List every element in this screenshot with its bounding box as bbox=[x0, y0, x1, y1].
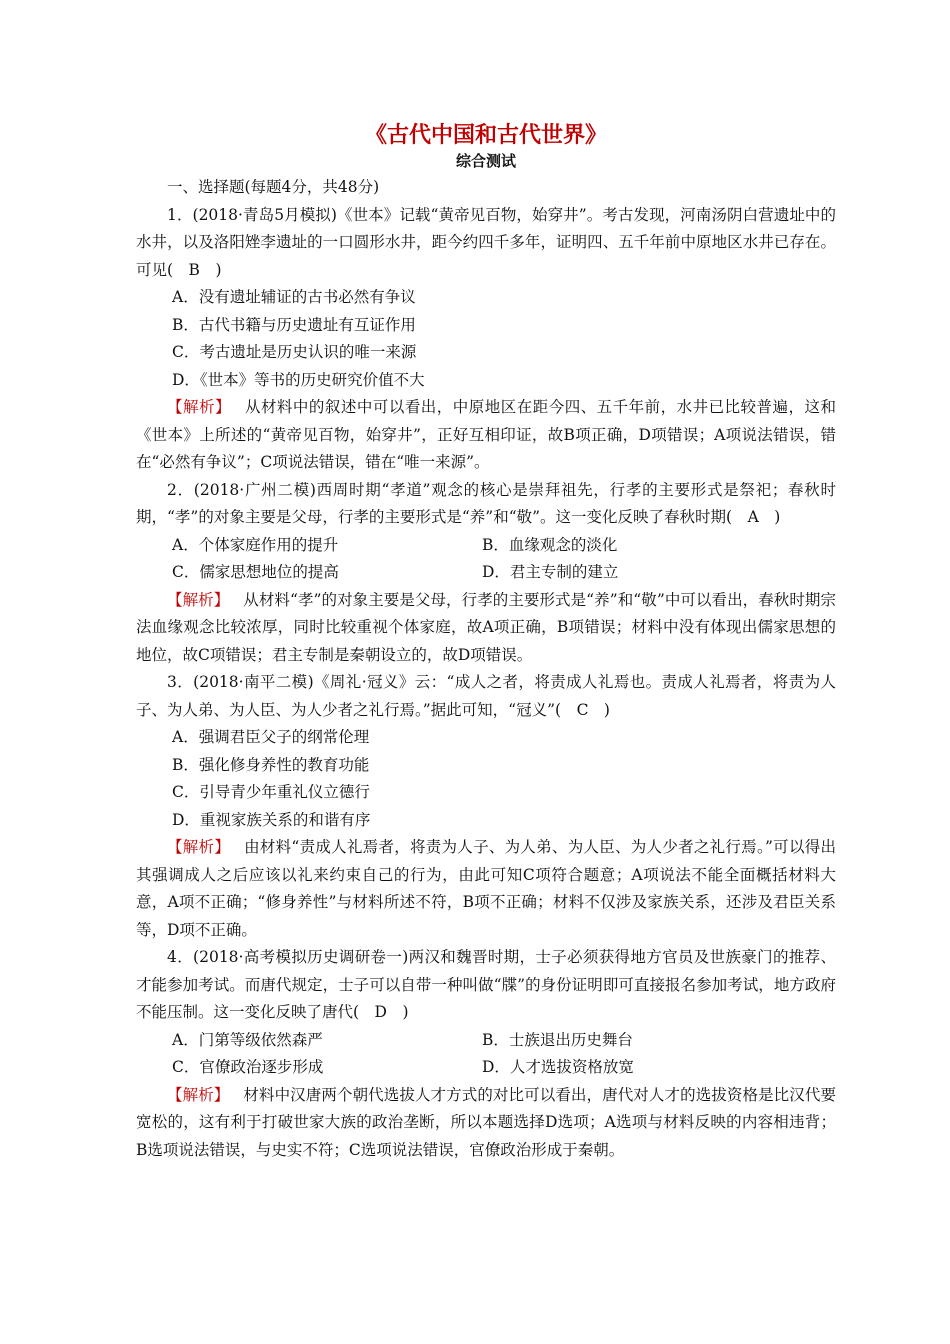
question-1-stem: 1．(2018·青岛5月模拟)《世本》记载“黄帝见百物，始穿井”。考古发现，河南汤阴白营遗址中的水井，以及洛阳矬李遗址的一口圆形水井，距今约四千多年，证明四、五千年前中原地区水井已存在。可见( B ) bbox=[136, 205, 836, 279]
question-3-stem: 3．(2018·南平二模)《周礼·冠义》云：“成人之者，将责成人礼焉也。责成人礼焉者，将责为人子、为人弟、为人臣、为人少者之礼行焉。”据此可知，“冠义”( C ) bbox=[136, 673, 836, 719]
question-2-options-row-2 bbox=[136, 559, 836, 587]
question-4-option-b: B．士族退出历史舞台 bbox=[482, 1030, 633, 1049]
question-4-option-d: D．人才选拔资格放宽 bbox=[482, 1058, 634, 1076]
document-subtitle: 综合测试 bbox=[455, 152, 516, 170]
question-4-options-row-1 bbox=[136, 1027, 836, 1055]
question-2-option-c: C．儒家思想地位的提高 bbox=[172, 563, 339, 581]
question-1-analysis bbox=[136, 394, 836, 477]
question-3-option-d: D．重视家族关系的和谐有序 bbox=[172, 810, 371, 829]
analysis-tag: 【解析】 bbox=[167, 838, 231, 856]
document-title: 《古代中国和古代世界》 bbox=[364, 122, 607, 148]
question-4-option-c: C．官僚政治逐步形成 bbox=[172, 1058, 324, 1076]
question-4-options-row-2 bbox=[136, 1054, 836, 1082]
question-4-analysis bbox=[136, 1082, 836, 1165]
question-3-analysis bbox=[136, 834, 836, 944]
question-1-option-b: B．古代书籍与历史遗址有互证作用 bbox=[172, 315, 416, 334]
question-2-analysis bbox=[136, 587, 836, 670]
question-4-option-a: A．门第等级依然森严 bbox=[172, 1030, 323, 1049]
question-2-option-d: D．君主专制的建立 bbox=[482, 563, 619, 581]
analysis-text: 从材料中的叙述中可以看出，中原地区在距今四、五千年前，水井已比较普遍，这和《世本》上所述的“黄帝见百物，始穿井”，正好互相印证，故B项正确，D项错误；A项说法错误，错在“必然有争议”；C项说法错误，错在“唯一来源”。 bbox=[136, 398, 836, 471]
question-3-option-c: C．引导青少年重礼仪立德行 bbox=[172, 783, 370, 801]
question-1-option-c: C．考古遗址是历史认识的唯一来源 bbox=[172, 343, 417, 361]
question-2-option-b: B．血缘观念的淡化 bbox=[482, 535, 618, 554]
question-3-option-a: A．强调君臣父子的纲常伦理 bbox=[172, 728, 370, 746]
question-2-options-row-1 bbox=[136, 532, 836, 560]
question-3-option-b: B．强化修身养性的教育功能 bbox=[172, 755, 370, 774]
question-1-option-d: D．《世本》等书的历史研究价值不大 bbox=[172, 370, 425, 389]
section-heading: 一、选择题(每题4分，共48分) bbox=[167, 178, 380, 196]
document-page bbox=[136, 120, 836, 1164]
analysis-tag: 【解析】 bbox=[167, 398, 231, 416]
question-2-option-a: A．个体家庭作用的提升 bbox=[172, 535, 339, 554]
question-1-option-a: A．没有遗址辅证的古书必然有争议 bbox=[172, 288, 416, 306]
analysis-text: 由材料“责成人礼焉者，将责为人子、为人弟、为人臣、为人少者之礼行焉。”可以得出其强调成人之后应该以礼来约束自己的行为，由此可知C项符合题意；A项说法不能全面概括材料大意，A项不正确；“修身养性”与材料所述不符，B项不正确；材料不仅涉及家族关系，还涉及君臣关系等，D项不正确。 bbox=[136, 838, 836, 939]
analysis-tag: 【解析】 bbox=[167, 1085, 230, 1104]
analysis-text: 从材料“孝”的对象主要是父母，行孝的主要形式是“养”和“敬”中可以看出，春秋时期宗法血缘观念比较浓厚，同时比较重视个体家庭，故A项正确，B项错误；材料中没有体现出儒家思想的地位，故C项错误；君主专制是秦朝设立的，故D项错误。 bbox=[136, 590, 836, 664]
analysis-tag: 【解析】 bbox=[167, 590, 230, 609]
analysis-text: 材料中汉唐两个朝代选拔人才方式的对比可以看出，唐代对人才的选拔资格是比汉代要宽松的，这有利于打破世家大族的政治垄断，所以本题选择D选项；A选项与材料反映的内容相违背；B选项说法错误，与史实不符；C选项说法错误，官僚政治形成于秦朝。 bbox=[136, 1085, 836, 1159]
question-2-stem: 2．(2018·广州二模)西周时期“孝道”观念的核心是崇拜祖先，行孝的主要形式是祭祀；春秋时期，“孝”的对象主要是父母，行孝的主要形式是“养”和“敬”。这一变化反映了春秋时期( A ) bbox=[136, 480, 836, 526]
question-4-stem: 4．(2018·高考模拟历史调研卷一)两汉和魏晋时期，士子必须获得地方官员及世族豪门的推荐、才能参加考试。而唐代规定，士子可以自带一种叫做“牒”的身份证明即可直接报名参加考试，地方政府不能压制。这一变化反映了唐代( D ) bbox=[136, 948, 836, 1021]
